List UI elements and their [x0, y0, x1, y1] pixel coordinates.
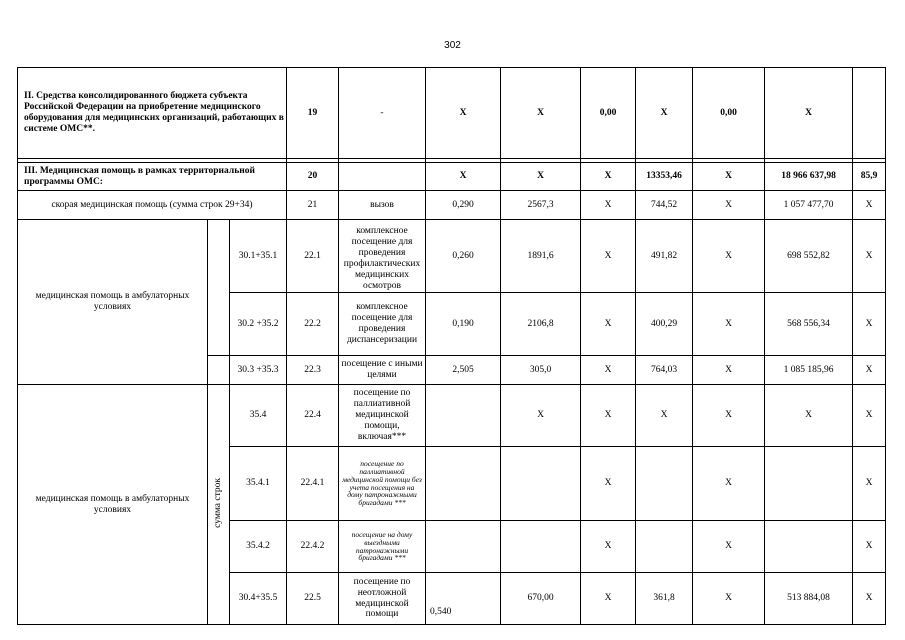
- table-row: [18, 385, 886, 447]
- cell-sum-rows: 35.4.1: [230, 447, 287, 521]
- cell-value-1: X: [581, 356, 636, 385]
- cell-percent: 85,9: [853, 163, 886, 191]
- cell-value-2: X: [636, 68, 693, 159]
- cell-total: X: [765, 68, 853, 159]
- cell-line-number: 22.5: [287, 573, 339, 625]
- cell-sum-rows: 30.1+35.1: [230, 220, 287, 293]
- cell-value-3: X: [693, 220, 765, 293]
- table-row: [18, 191, 886, 220]
- table-row: [18, 220, 886, 293]
- cell-value-2: 764,03: [636, 356, 693, 385]
- cell-unit: комплексное посещение для проведения профилактических медицинских осмотров: [339, 220, 426, 293]
- cell-value-2: 491,82: [636, 220, 693, 293]
- row-name: скорая медицинская помощь (сумма строк 29+34): [18, 191, 287, 220]
- cell-sum-rows: 35.4.2: [230, 521, 287, 573]
- table-row: [18, 163, 886, 191]
- cell-value-2: 400,29: [636, 293, 693, 356]
- spacer-cell: [208, 356, 230, 385]
- cell-value-3: X: [693, 385, 765, 447]
- cell-norm: 2,505: [426, 356, 501, 385]
- cell-sum-rows: 30.3 +35.3: [230, 356, 287, 385]
- cell-cost: 2567,3: [501, 191, 581, 220]
- cell-unit: вызов: [339, 191, 426, 220]
- cell-cost: X: [501, 68, 581, 159]
- cell-value-3: X: [693, 293, 765, 356]
- cell-norm: 0,540: [426, 573, 501, 625]
- cell-line-number: 22.1: [287, 220, 339, 293]
- cell-unit: посещение с иными целями: [339, 356, 426, 385]
- cell-sum-rows: 30.2 +35.2: [230, 293, 287, 356]
- cell-unit: посещение по неотложной медицинской помощи: [339, 573, 426, 625]
- cell-cost: 1891,6: [501, 220, 581, 293]
- cell-percent: X: [853, 293, 886, 356]
- cell-cost: 2106,8: [501, 293, 581, 356]
- cell-total: 1 085 185,96: [765, 356, 853, 385]
- cell-cost: [501, 447, 581, 521]
- cell-norm: 0,290: [426, 191, 501, 220]
- cell-norm: X: [426, 68, 501, 159]
- cell-line-number: 19: [287, 68, 339, 159]
- cell-unit: -: [339, 68, 426, 159]
- cell-norm: 0,260: [426, 220, 501, 293]
- cell-value-1: X: [581, 163, 636, 191]
- cell-norm: 0,190: [426, 293, 501, 356]
- cell-norm: [426, 385, 501, 447]
- cell-value-2: 13353,46: [636, 163, 693, 191]
- cell-percent: X: [853, 385, 886, 447]
- cell-unit: посещение по паллиативной медицинской помощи, включая***: [339, 385, 426, 447]
- cell-value-2: 361,8: [636, 573, 693, 625]
- cell-unit: посещение на дому выездными патронажными бригадами ***: [339, 521, 426, 573]
- cell-percent: X: [853, 220, 886, 293]
- cell-sum-rows: 30.4+35.5: [230, 573, 287, 625]
- cell-value-3: X: [693, 163, 765, 191]
- cell-percent: X: [853, 521, 886, 573]
- group-label: медицинская помощь в амбулаторных условиях: [18, 385, 208, 625]
- cell-value-1: 0,00: [581, 68, 636, 159]
- cell-percent: X: [853, 573, 886, 625]
- vertical-label-cell: [208, 385, 230, 625]
- spacer-cell: [208, 220, 230, 356]
- cell-total: [765, 521, 853, 573]
- row-name: II. Средства консолидированного бюджета субъекта Российской Федерации на приобретение медицинского оборудования для медицинских организаций, работающих в системе ОМС**.: [18, 68, 287, 159]
- group-label: медицинская помощь в амбулаторных условиях: [18, 220, 208, 385]
- cell-unit: [339, 163, 426, 191]
- page-number: 302: [444, 40, 461, 51]
- cell-norm: [426, 521, 501, 573]
- cell-value-1: X: [581, 293, 636, 356]
- cell-line-number: 22.4.1: [287, 447, 339, 521]
- cell-value-2: [636, 521, 693, 573]
- cell-value-3: X: [693, 191, 765, 220]
- cell-percent: X: [853, 356, 886, 385]
- cell-value-3: X: [693, 521, 765, 573]
- vertical-label: сумма строк: [213, 477, 224, 528]
- cell-line-number: 22.2: [287, 293, 339, 356]
- cell-value-1: X: [581, 521, 636, 573]
- cell-value-2: [636, 447, 693, 521]
- cell-cost: [501, 521, 581, 573]
- cell-cost: X: [501, 163, 581, 191]
- cell-total: 568 556,34: [765, 293, 853, 356]
- cell-line-number: 22.4.2: [287, 521, 339, 573]
- cell-norm: [426, 447, 501, 521]
- cell-line-number: 22.4: [287, 385, 339, 447]
- cell-total: 18 966 637,98: [765, 163, 853, 191]
- budget-table: [17, 67, 886, 625]
- cell-percent: X: [853, 447, 886, 521]
- cell-value-2: X: [636, 385, 693, 447]
- cell-percent: [853, 68, 886, 159]
- cell-total: 698 552,82: [765, 220, 853, 293]
- cell-value-3: X: [693, 447, 765, 521]
- cell-line-number: 21: [287, 191, 339, 220]
- cell-line-number: 22.3: [287, 356, 339, 385]
- cell-sum-rows: 35.4: [230, 385, 287, 447]
- cell-value-2: 744,52: [636, 191, 693, 220]
- table-row: [18, 68, 886, 159]
- cell-value-1: X: [581, 220, 636, 293]
- cell-cost: X: [501, 385, 581, 447]
- cell-value-3: 0,00: [693, 68, 765, 159]
- cell-cost: 305,0: [501, 356, 581, 385]
- cell-percent: X: [853, 191, 886, 220]
- cell-value-1: X: [581, 573, 636, 625]
- cell-value-3: X: [693, 356, 765, 385]
- cell-total: [765, 447, 853, 521]
- cell-unit: посещение по паллиативной медицинской помощи без учета посещения на дому патронажными бригадами ***: [339, 447, 426, 521]
- cell-unit: комплексное посещение для проведения диспансеризации: [339, 293, 426, 356]
- cell-value-1: X: [581, 447, 636, 521]
- row-name: III. Медицинская помощь в рамках территориальной программы ОМС:: [18, 163, 287, 191]
- cell-norm: X: [426, 163, 501, 191]
- cell-value-1: X: [581, 191, 636, 220]
- cell-value-1: X: [581, 385, 636, 447]
- cell-value-3: X: [693, 573, 765, 625]
- cell-total: 1 057 477,70: [765, 191, 853, 220]
- cell-line-number: 20: [287, 163, 339, 191]
- cell-cost: 670,00: [501, 573, 581, 625]
- cell-total: 513 884,08: [765, 573, 853, 625]
- cell-total: X: [765, 385, 853, 447]
